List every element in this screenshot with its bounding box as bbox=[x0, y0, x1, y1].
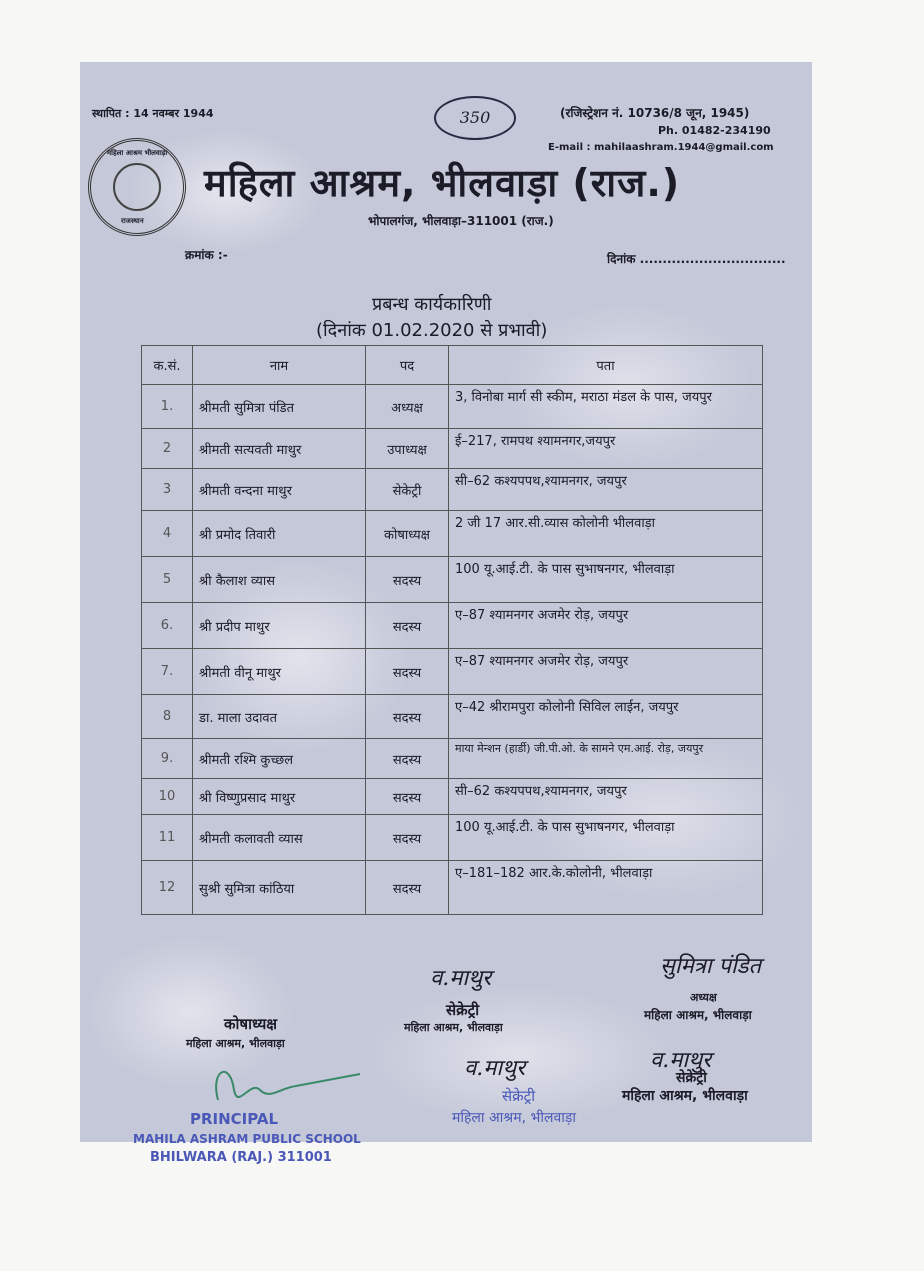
table-row bbox=[142, 779, 763, 815]
established-date: स्थापित : 14 नवम्बर 1944 bbox=[92, 107, 214, 120]
principal-stamp-school: MAHILA ASHRAM PUBLIC SCHOOL bbox=[133, 1132, 361, 1146]
cell-serial: 6. bbox=[142, 603, 193, 649]
cell-post: उपाध्यक्ष bbox=[366, 429, 449, 469]
cell-name: श्री विष्णुप्रसाद माथुर bbox=[193, 779, 366, 815]
president-org: महिला आश्रम, भीलवाड़ा bbox=[644, 1008, 752, 1022]
president-signature: सुमित्रा पंडित bbox=[660, 954, 762, 979]
table-row bbox=[142, 469, 763, 511]
secretary-title-3: सेक्रेट्री bbox=[676, 1070, 707, 1086]
cell-address: ए–87 श्यामनगर अजमेर रोड़, जयपुर bbox=[449, 649, 763, 695]
cell-address: 100 यू.आई.टी. के पास सुभाषनगर, भीलवाड़ा bbox=[449, 557, 763, 603]
cell-name: श्री कैलाश व्यास bbox=[193, 557, 366, 603]
cell-name: सुश्री सुमित्रा कांठिया bbox=[193, 861, 366, 915]
header-post: पद bbox=[366, 346, 449, 385]
secretary-org-2: महिला आश्रम, भीलवाड़ा bbox=[452, 1110, 576, 1126]
secretary-org: महिला आश्रम, भीलवाड़ा bbox=[404, 1021, 503, 1034]
cell-post: अध्यक्ष bbox=[366, 385, 449, 429]
secretary-org-3: महिला आश्रम, भीलवाड़ा bbox=[622, 1088, 748, 1104]
cell-address: ए–42 श्रीरामपुरा कोलोनी सिविल लाईन, जयपुर bbox=[449, 695, 763, 739]
page-number-mark: 350 bbox=[434, 96, 516, 140]
cell-name: श्रीमती सत्यवती माथुर bbox=[193, 429, 366, 469]
cell-address: 100 यू.आई.टी. के पास सुभाषनगर, भीलवाड़ा bbox=[449, 815, 763, 861]
cell-address: ई–217, रामपथ श्यामनगर,जयपुर bbox=[449, 429, 763, 469]
cell-serial: 1. bbox=[142, 385, 193, 429]
cell-serial: 8 bbox=[142, 695, 193, 739]
cell-serial: 4 bbox=[142, 511, 193, 557]
cell-post: सदस्य bbox=[366, 739, 449, 779]
president-title: अध्यक्ष bbox=[690, 991, 717, 1004]
cell-address: ए–87 श्यामनगर अजमेर रोड़, जयपुर bbox=[449, 603, 763, 649]
table-row bbox=[142, 815, 763, 861]
header-address: पता bbox=[449, 346, 763, 385]
header-serial: क.सं. bbox=[142, 346, 193, 385]
secretary-title-2: सेक्रेट्री bbox=[502, 1087, 536, 1105]
cell-name: श्रीमती सुमित्रा पंडित bbox=[193, 385, 366, 429]
cell-name: श्रीमती कलावती व्यास bbox=[193, 815, 366, 861]
cell-serial: 11 bbox=[142, 815, 193, 861]
cell-post: सदस्य bbox=[366, 603, 449, 649]
principal-stamp-title: PRINCIPAL bbox=[190, 1110, 279, 1128]
table-header-row bbox=[142, 346, 763, 385]
table-row bbox=[142, 603, 763, 649]
cell-name: श्रीमती वन्दना माथुर bbox=[193, 469, 366, 511]
document-heading: प्रबन्ध कार्यकारिणी bbox=[372, 294, 492, 315]
table-row bbox=[142, 861, 763, 915]
table-row bbox=[142, 649, 763, 695]
cell-address: माया मेन्शन (हार्डी) जी.पी.ओ. के सामने एम.आई. रोड़, जयपुर bbox=[449, 739, 763, 779]
cell-name: डा. माला उदावत bbox=[193, 695, 366, 739]
cell-post: सदस्य bbox=[366, 695, 449, 739]
header-name: नाम bbox=[193, 346, 366, 385]
cell-serial: 2 bbox=[142, 429, 193, 469]
cell-post: कोषाध्यक्ष bbox=[366, 511, 449, 557]
cell-serial: 3 bbox=[142, 469, 193, 511]
cell-post: सदस्य bbox=[366, 557, 449, 603]
cell-post: सदस्य bbox=[366, 779, 449, 815]
principal-stamp-address: BHILWARA (RAJ.) 311001 bbox=[150, 1150, 332, 1165]
secretary-title: सेक्रेट्री bbox=[446, 1001, 480, 1019]
cell-address: 2 जी 17 आर.सी.व्यास कोलोनी भीलवाड़ा bbox=[449, 511, 763, 557]
cell-address: ए–181–182 आर.के.कोलोनी, भीलवाड़ा bbox=[449, 861, 763, 915]
cell-post: सेकेट्री bbox=[366, 469, 449, 511]
email-address: E-mail : mahilaashram.1944@gmail.com bbox=[548, 142, 774, 153]
cell-serial: 10 bbox=[142, 779, 193, 815]
cell-post: सदस्य bbox=[366, 649, 449, 695]
cell-address: सी–62 कश्यपपथ,श्यामनगर, जयपुर bbox=[449, 469, 763, 511]
table-row bbox=[142, 739, 763, 779]
registration-number: (रजिस्ट्रेशन नं. 10736/8 जून, 1945) bbox=[560, 106, 750, 120]
cell-serial: 12 bbox=[142, 861, 193, 915]
secretary-signature: व.माथुर bbox=[430, 966, 492, 991]
document-subheading: (दिनांक 01.02.2020 से प्रभावी) bbox=[316, 320, 548, 341]
organization-seal bbox=[88, 138, 186, 236]
cell-serial: 9. bbox=[142, 739, 193, 779]
executive-committee-table bbox=[141, 345, 763, 915]
table-row bbox=[142, 511, 763, 557]
secretary-signature-3: व.माथुर bbox=[650, 1048, 712, 1073]
cell-name: श्री प्रदीप माथुर bbox=[193, 603, 366, 649]
cell-serial: 5 bbox=[142, 557, 193, 603]
date-label: दिनांक ................................ bbox=[607, 252, 786, 266]
reference-label: क्रमांक :- bbox=[185, 248, 228, 262]
cell-address: सी–62 कश्यपपथ,श्यामनगर, जयपुर bbox=[449, 779, 763, 815]
phone-number: Ph. 01482-234190 bbox=[658, 124, 771, 137]
cell-post: सदस्य bbox=[366, 815, 449, 861]
cell-serial: 7. bbox=[142, 649, 193, 695]
table-row bbox=[142, 385, 763, 429]
seal-emblem-icon bbox=[113, 163, 161, 211]
treasurer-org: महिला आश्रम, भीलवाड़ा bbox=[186, 1037, 285, 1050]
organization-address: भोपालगंज, भीलवाड़ा–311001 (राज.) bbox=[368, 214, 554, 228]
table-row bbox=[142, 429, 763, 469]
cell-name: श्रीमती रश्मि कुच्छल bbox=[193, 739, 366, 779]
table-row bbox=[142, 557, 763, 603]
seal-text-bottom: राजस्थान bbox=[121, 217, 144, 225]
table-row bbox=[142, 695, 763, 739]
secretary-signature-2: व.माथुर bbox=[464, 1056, 526, 1081]
seal-text-top: महिला आश्रम भीलवाड़ा bbox=[107, 149, 168, 157]
cell-name: श्री प्रमोद तिवारी bbox=[193, 511, 366, 557]
treasurer-title: कोषाध्यक्ष bbox=[224, 1015, 278, 1033]
cell-post: सदस्य bbox=[366, 861, 449, 915]
organization-name: महिला आश्रम, भीलवाड़ा (राज.) bbox=[204, 161, 681, 205]
cell-name: श्रीमती वीनू माथुर bbox=[193, 649, 366, 695]
cell-address: 3, विनोबा मार्ग सी स्कीम, मराठा मंडल के पास, जयपुर bbox=[449, 385, 763, 429]
